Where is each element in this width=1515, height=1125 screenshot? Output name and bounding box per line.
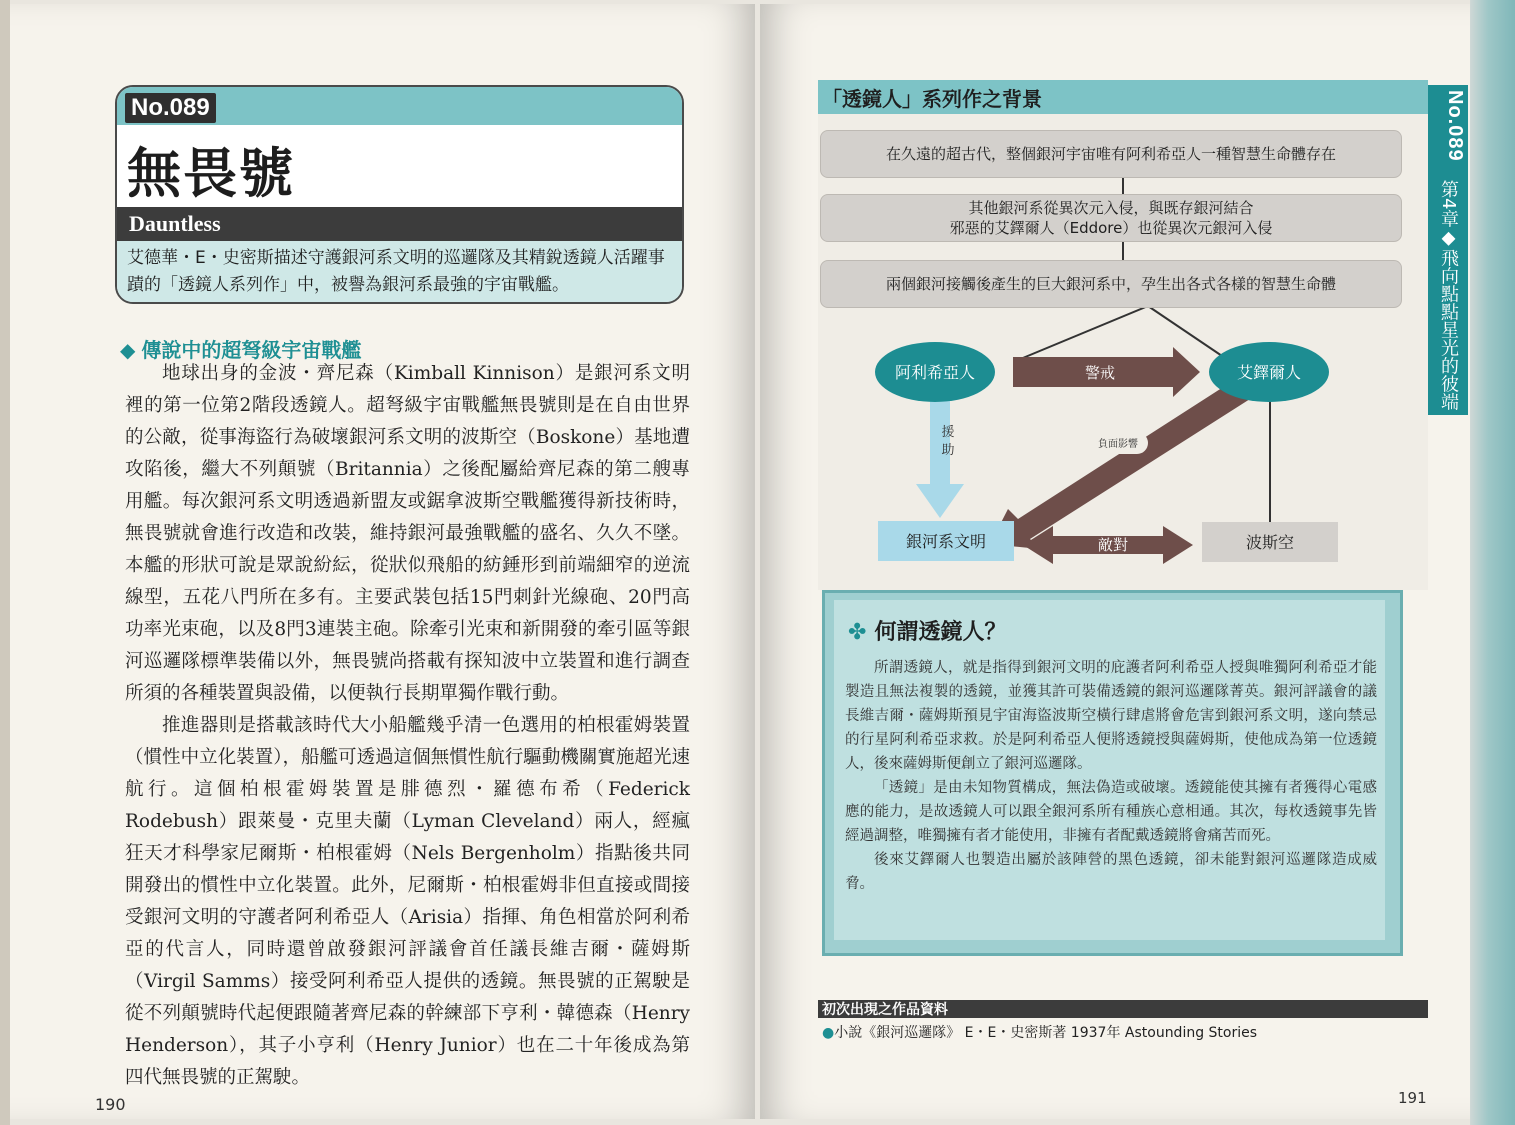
timeline-box-2: [820, 194, 1402, 242]
aid-arrow: [916, 396, 964, 518]
connector-line: [1018, 306, 1148, 360]
side-tab-chapter: 第4章◆飛向點點星光的彼端: [1438, 180, 1459, 411]
timeline-box-1-text: 在久遠的超古代，整個銀河宇宙唯有阿利希亞人一種智慧生命體存在: [885, 145, 1336, 163]
body-text: [125, 358, 690, 1094]
connector-line: [1148, 306, 1228, 360]
negative-influence-label: 負面影響: [1098, 439, 1138, 450]
node-arisia-label: 阿利希亞人: [894, 363, 976, 382]
clover-icon: ✤: [848, 620, 867, 645]
timeline-box-2-line-2: 邪惡的艾鐸爾人（Eddore）也從異次元銀河入侵: [949, 219, 1273, 237]
left-page-edge: [0, 0, 10, 1125]
page-number-left: 190: [95, 1095, 126, 1114]
bullet-icon: ●: [822, 1025, 835, 1041]
page-subtitle: Dauntless: [129, 211, 221, 236]
timeline-box-3-text: 兩個銀河接觸後產生的巨大銀河系中，孕生出各式各樣的智慧生命體: [885, 275, 1336, 293]
info-paragraph: 後來艾鐸爾人也製造出屬於該陣營的黑色透鏡，卻未能對銀河巡邏隊造成威脅。: [845, 852, 1377, 892]
info-paragraph: 「透鏡」是由未知物質構成，無法偽造或破壞。透鏡能使其擁有者獲得心電感應的能力，是故透鏡人可以跟全銀河系所有種族心意相通。其次，每枚透鏡事先皆經過調整，唯獨擁有者才能使用，非擁有者配戴透鏡將會痛苦而死。: [845, 780, 1377, 844]
hostile-label: 敵對: [1097, 536, 1129, 554]
info-box-title: [848, 615, 1006, 646]
aid-label-2: 助: [941, 443, 955, 458]
paragraph: 推進器則是搭載該時代大小船艦幾乎清一色選用的柏根霍姆裝置（慣性中立化裝置），船艦可透過這個無慣性航行驅動機關實施超光速航行。這個柏根霍姆裝置是腓德烈・羅德布希（Federick Rodebush）跟萊曼・克里夫蘭（Lyman Cleveland）兩人，經瘋狂天才科學家尼爾斯・柏根霍姆（Nels Bergenholm）指點後共同開發出的慣性中立化裝置。此外，尼爾斯・柏根霍姆非但直接或間接受銀河文明的守護者阿利希亞人（Arisia）指揮、角色相當於阿利希亞的代言人，同時還曾啟發銀河評議會首任議長維吉爾・薩姆斯（Virgil Samms）接受阿利希亞人提供的透鏡。無畏號的正駕駛是從不列顛號時代起便跟隨著齊尼森的幹練部下亨利・韓德森（Henry Henderson），其子小亨利（Henry Junior）也在二十年後成為第四代無畏號的正駕駛。: [125, 715, 690, 1088]
diamond-icon: ◆: [120, 338, 136, 362]
summary-text: 艾德華・E・史密斯描述守護銀河系文明的巡邏隊及其精銳透鏡人活躍事蹟的「透鏡人系列作」中，被譽為銀河系最強的宇宙戰艦。: [127, 248, 665, 295]
node-galactic-label: 銀河系文明: [905, 532, 987, 551]
section-heading-text: 傳說中的超弩級宇宙戰艦: [141, 338, 362, 362]
info-box-title-text: 何謂透鏡人？: [874, 620, 1007, 645]
works-line: [822, 1022, 1257, 1042]
title-card: [115, 85, 684, 304]
timeline-box-1: [820, 130, 1402, 178]
works-line-text: 小說《銀河巡邏隊》 E・E・史密斯著 1937年 Astounding Stories: [834, 1025, 1258, 1041]
node-eddore-label: 艾鐸爾人: [1236, 363, 1302, 382]
node-boskone-label: 波斯空: [1245, 533, 1295, 552]
works-heading: 初次出現之作品資料: [822, 1002, 948, 1018]
timeline-box-2-line-1: 其他銀河系從異次元入侵，與既存銀河結合: [968, 199, 1254, 217]
paragraph: 地球出身的金波・齊尼森（Kimball Kinnison）是銀河系文明裡的第一位第2階段透鏡人。超弩級宇宙戰艦無畏號則是在自由世界的公敵，從事海盜行為破壞銀河系文明的波斯空（Boskone）基地遭攻陷後，繼大不列顛號（Britannia）之後配屬給齊尼森的第二艘專用艦。每次銀河系文明透過新盟友或鋸拿波斯空戰艦獲得新技術時，無畏號就會進行改造和改裝，維持銀河最強戰艦的盛名、久久不墜。本艦的形狀可說是眾說紛紜，從狀似飛船的紡錘形到前端細窄的逆流線型，五花八門所在多有。主要武裝包括15門刺針光線砲、20門高功率光束砲，以及8門3連裝主砲。除牽引光束和新開發的牽引區等銀河巡邏隊標準裝備以外，無畏號尚搭載有探知波中立裝置和進行調查所須的各種裝置與設備，以便執行長期單獨作戰行動。: [125, 363, 690, 704]
timeline-box-3: [820, 260, 1402, 308]
vigilance-label: 警戒: [1084, 364, 1116, 382]
aid-label-1: 援: [941, 425, 955, 440]
info-paragraph: 所謂透鏡人，就是指得到銀河文明的庇護者阿利希亞人授與唯獨阿利希亞才能製造且無法複製的透鏡，並獲其許可裝備透鏡的銀河巡邏隊菁英。銀河評議會的議長維吉爾・薩姆斯預見宇宙海盜波斯空橫行肆虐將會危害到銀河系文明，遂向禁忌的行星阿利希亞求救。於是阿利希亞人便將透鏡授與薩姆斯，使他成為第一位透鏡人，後來薩姆斯便創立了銀河巡邏隊。: [845, 660, 1377, 772]
background-heading: 「透鏡人」系列作之背景: [822, 87, 1042, 111]
right-page-edge: [1470, 0, 1515, 1125]
info-box-body: [845, 656, 1377, 896]
page-title: 無畏號: [127, 141, 295, 205]
page-number-right: 191: [1398, 1089, 1427, 1107]
entry-number-tag: No.089: [125, 93, 216, 123]
relationship-diagram: [818, 114, 1428, 590]
side-tab-number: No.089: [1444, 90, 1466, 162]
